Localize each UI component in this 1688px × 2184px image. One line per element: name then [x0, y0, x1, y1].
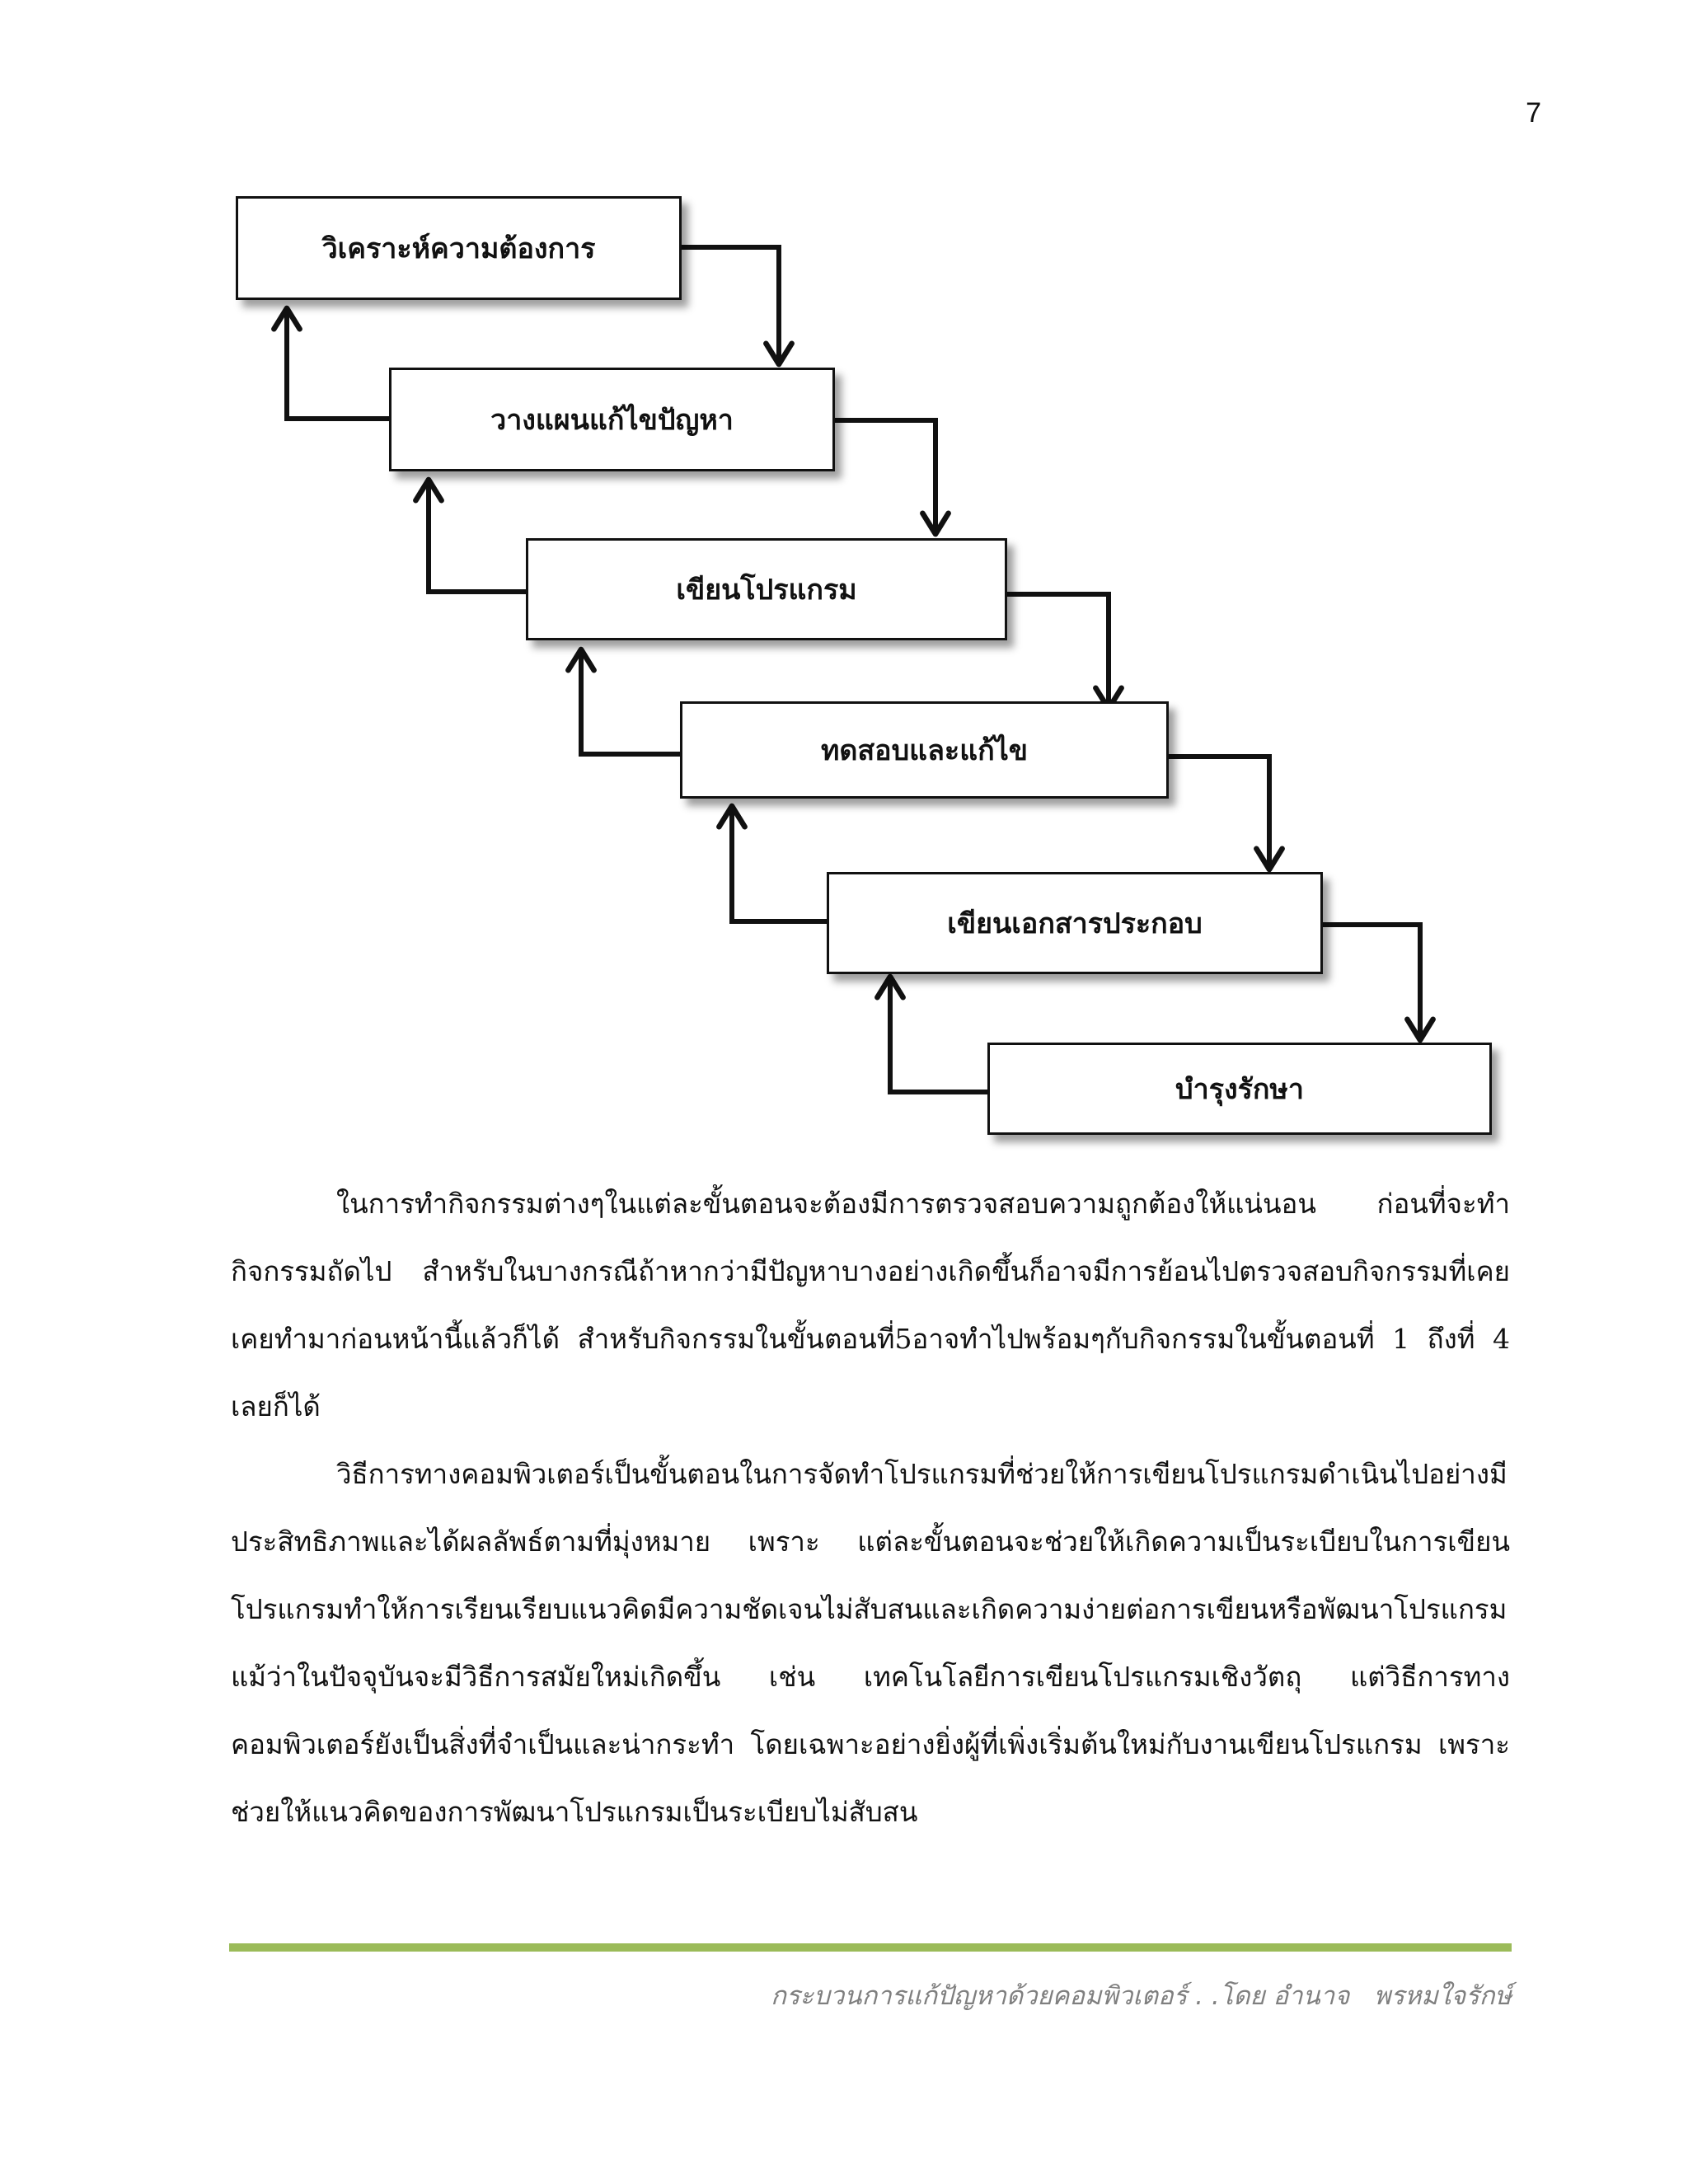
step-label: เขียนเอกสารประกอบ	[947, 907, 1203, 940]
step-label: ทดสอบและแก้ไข	[820, 734, 1029, 767]
step-label: เขียนโปรแกรม	[676, 574, 857, 607]
forward-arrow-2	[835, 420, 935, 534]
step-box-2	[389, 368, 835, 471]
step-label: บำรุงรักษา	[1175, 1073, 1304, 1106]
step-box-6	[987, 1043, 1492, 1135]
paragraph-1: ในการทำกิจกรรมต่างๆในแต่ละขั้นตอนจะต้องมีการตรวจสอบความถูกต้องให้แน่นอน ก่อนที่จะทำกิจกรรมถัดไป สำหรับในบางกรณีถ้าหากว่ามีปัญหาบางอย่างเกิดขึ้นก็อาจมีการย้อนไปตรวจสอบกิจกรรมที่เคยเคยทำมาก่อนหน้านี้แล้วก็ได้ สำหรับกิจกรรมในขั้นตอนที่5อาจทำไปพร้อมๆกับกิจกรรมในขั้นตอนที่ 1 ถึงที่ 4 เลยก็ได้	[231, 1188, 1510, 1422]
footer-text: กระบวนการแก้ปัญหาด้วยคอมพิวเตอร์ . .โดย อำนาจ พรหมใจรักษ์	[771, 1981, 1512, 2011]
feedback-arrow-4	[732, 806, 827, 921]
footer-rule	[229, 1943, 1512, 1952]
feedback-arrow-2	[429, 480, 526, 592]
forward-arrow-4	[1169, 757, 1269, 869]
forward-arrow-1	[682, 247, 779, 364]
feedback-arrow-1	[287, 308, 389, 419]
feedback-arrow-5	[890, 977, 987, 1092]
step-label: วางแผนแก้ไขปัญหา	[490, 404, 734, 437]
body-text	[231, 1170, 1510, 1846]
feedback-arrow-3	[581, 649, 680, 754]
paragraph-2: วิธีการทางคอมพิวเตอร์เป็นขั้นตอนในการจัดทำโปรแกรมที่ช่วยให้การเขียนโปรแกรมดำเนินไปอย่างมีประสิทธิภาพและได้ผลลัพธ์ตามที่มุ่งหมาย เพราะ แต่ละขั้นตอนจะช่วยให้เกิดความเป็นระเบียบในการเขียนโปรแกรมทำให้การเรียนเรียบแนวคิดมีความชัดเจนไม่สับสนและเกิดความง่ายต่อการเขียนหรือพัฒนาโปรแกรม แม้ว่าในปัจจุบันจะมีวิธีการสมัยใหม่เกิดขึ้น เช่น เทคโนโลยีการเขียนโปรแกรมเชิงวัตถุ แต่วิธีการทางคอมพิวเตอร์ยังเป็นสิ่งที่จำเป็นและน่ากระทำ โดยเฉพาะอย่างยิ่งผู้ที่เพิ่งเริ่มต้นใหม่กับงานเขียนโปรแกรม เพราะช่วยให้แนวคิดของการพัฒนาโปรแกรมเป็นระเบียบไม่สับสน	[231, 1458, 1510, 1828]
forward-arrow-5	[1323, 925, 1420, 1040]
step-box-4	[680, 701, 1169, 799]
step-box-1	[236, 196, 682, 300]
step-box-3	[526, 538, 1007, 640]
forward-arrow-3	[1007, 594, 1109, 709]
step-box-5	[827, 872, 1323, 974]
page-number: 7	[1526, 97, 1541, 129]
step-label: วิเคราะห์ความต้องการ	[321, 232, 596, 265]
